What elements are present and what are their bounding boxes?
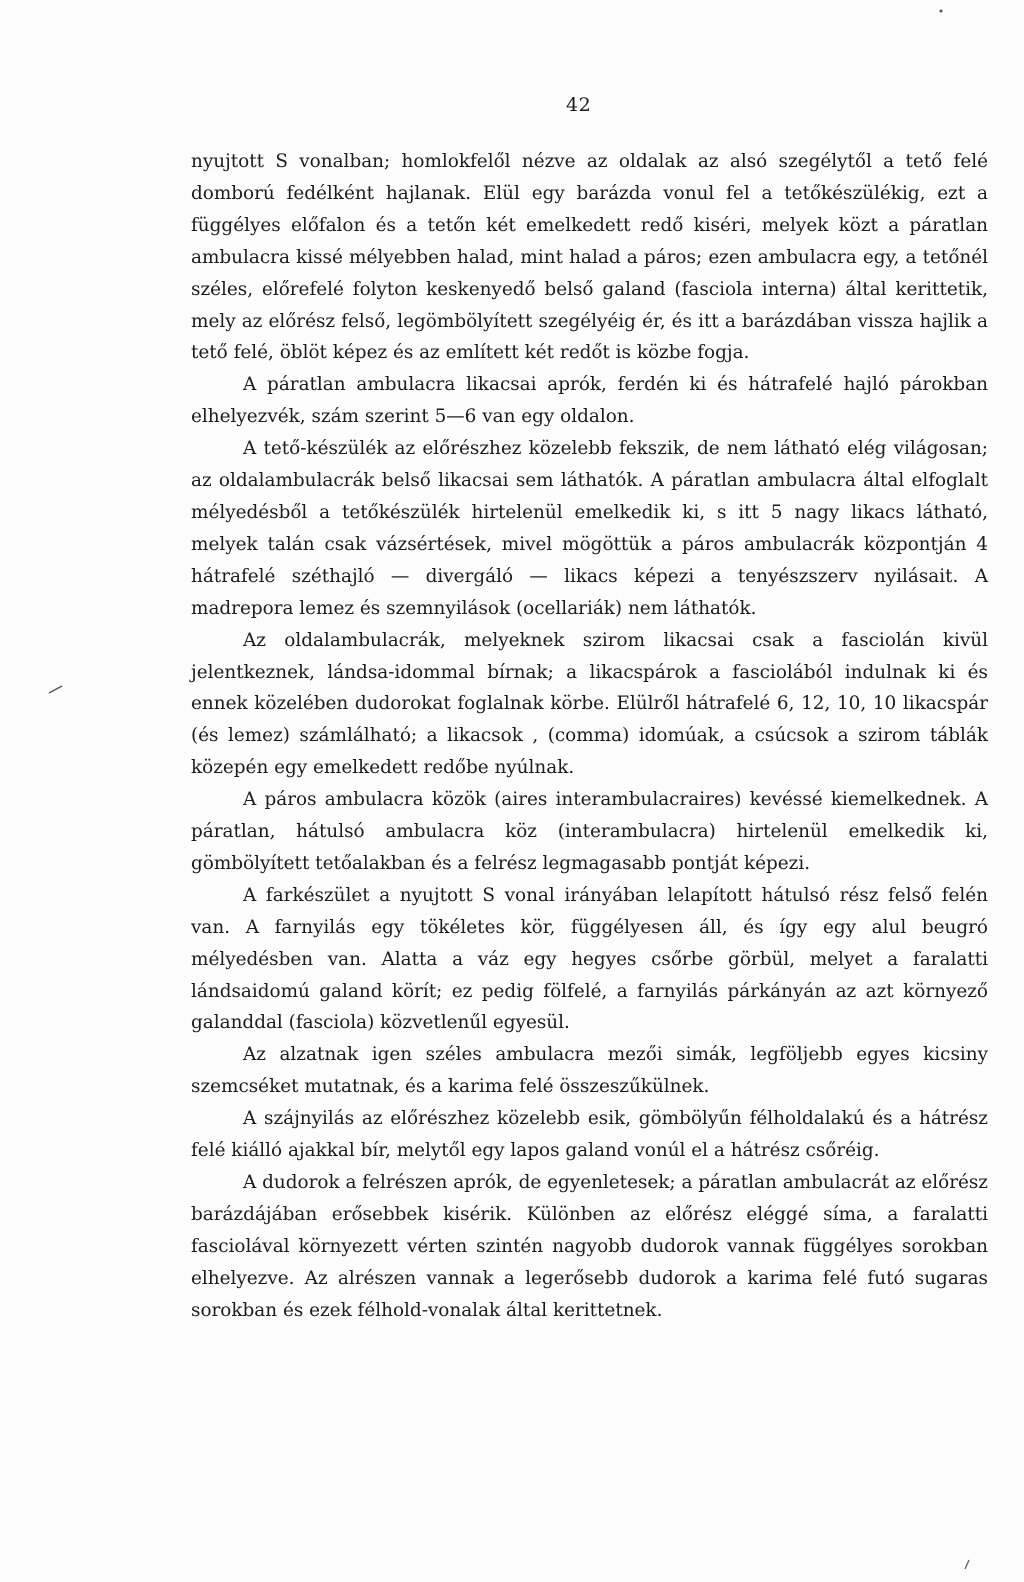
scan-speck-top: [938, 8, 944, 14]
paragraph-5: A páros ambulacra közök (aires interambulacraires) kevéssé kiemelkednek. A páratlan, hátulsó ambulacra köz (interambulacra) hirtelenül emelkedik ki, gömbölyített tetőalakban és a felrész legmagasabb pontját képezi.: [191, 789, 988, 874]
body-text: [191, 146, 988, 1327]
paragraph-9: A dudorok a felrészen aprók, de egyenletesek; a páratlan ambulacrát az előrész barázdájában erősebbek kisérik. Különben az előrész eléggé síma, a faralatti fasciolával környezett vérten szintén nagyobb dudorok vannak függélyes sorokban elhelyezve. Az alrészen vannak a legerősebb dudorok a karima felé futó sugaras sorokban és ezek félhold-vonalak által kerittetnek.: [191, 1172, 988, 1321]
scan-speck-left: [48, 684, 64, 694]
paragraph-3: A tető-készülék az előrészhez közelebb fekszik, de nem látható elég világosan; az oldalambulacrák belső likacsai sem láthatók. A páratlan ambulacra által elfoglalt mélyedésből a tetőkészülék hirtelenül emelkedik ki, s itt 5 nagy likacs látható, melyek talán csak vázsértések, mivel mögöttük a páros ambulacrák központján 4 hátrafelé széthajló — divergáló — likacs képezi a tenyészszerv nyilásait. A madrepora lemez és szemnyilások (ocellariák) nem láthatók.: [191, 438, 988, 619]
paragraph-8: A szájnyilás az előrészhez közelebb esik, gömbölyűn félholdalakú és a hátrész felé kiálló ajakkal bír, melytől egy lapos galand vonúl el a hátrész csőréig.: [191, 1108, 988, 1162]
page-number: 42: [566, 94, 592, 116]
paragraph-2: A páratlan ambulacra likacsai aprók, ferdén ki és hátrafelé hajló párokban elhelyezvék, szám szerint 5—6 van egy oldalon.: [191, 374, 988, 428]
paragraph-7: Az alzatnak igen széles ambulacra mezői simák, legföljebb egyes kicsiny szemcséket mutatnak, és a karima felé összeszűkülnek.: [191, 1044, 988, 1098]
paragraph-6: A farkészület a nyujtott S vonal irányában lelapított hátulsó rész felső felén van. A farnyilás egy tökéletes kör, függélyesen áll, és így egy alul beugró mélyedésben van. Alatta a váz egy hegyes csőrbe görbül, melyet a faralatti lándsaidomú galand körít; ez pedig fölfelé, a farnyilás párkányán az azt környező galanddal (fasciola) közvetlenűl egyesül.: [191, 884, 988, 1034]
paragraph-4: Az oldalambulacrák, melyeknek szirom likacsai csak a fasciolán kivül jelentkeznek, lándsa-idommal bírnak; a likacspárok a fasciolából indulnak ki és ennek közelében dudorokat foglalnak körbe. Elülről hátrafelé 6, 12, 10, 10 likacspár (és lemez) számlálható; a likacsok , (comma) idomúak, a csúcsok a szirom táblák közepén egy emelkedett redőbe nyúlnak.: [191, 629, 988, 779]
scan-speck-bottom: [963, 1558, 971, 1570]
paragraph-1: nyujtott S vonalban; homlokfelől nézve az oldalak az alsó szegélytől a tető felé domború fedélként hajlanak. Elül egy barázda vonul fel a tetőkészülékig, ezt a függélyes előfalon és a tetőn két emelkedett redő kiséri, melyek közt a páratlan ambulacra kissé mélyebben halad, mint halad a páros; ezen ambulacra egy, a tetőnél széles, előrefelé folyton keskenyedő belső galand (fasciola interna) által kerittetik, mely az előrész felső, legömbölyített szegélyéig ér, és itt a barázdában vissza hajlik a tető felé, öblöt képez és az említett két redőt is közbe fogja.: [191, 151, 988, 364]
